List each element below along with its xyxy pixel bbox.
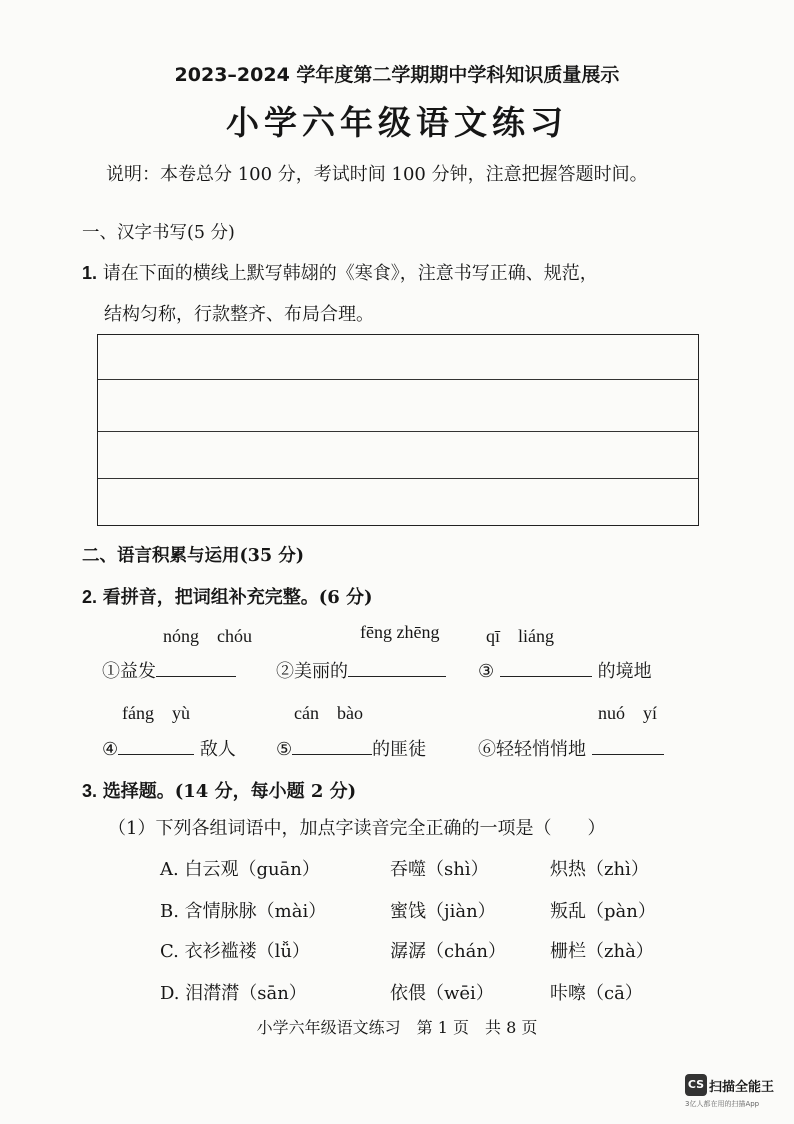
question-text: 看拼音，把词组补充完整。(6 分) [102,587,373,608]
option-c-word-1: C. 衣衫褴褛（lǚ） [160,941,310,962]
question-number: 1. [82,263,98,283]
pinyin-2: fēng zhēng [360,622,440,642]
option-b-word-1: B. 含情脉脉（mài） [160,901,327,922]
section-heading-2: 二、语言积累与运用(35 分) [82,546,305,566]
question-text: 选择题。(14 分，每小题 2 分) [102,781,357,802]
option-c-word-2: 潺潺（chán） [390,941,506,962]
writing-line [98,431,698,432]
fill-item-4 [102,735,236,761]
pinyin-1: nóng chóu [163,626,252,646]
question-1-line2: 结构匀称，行款整齐、布局合理。 [104,304,374,325]
scanner-watermark [685,1074,794,1109]
fill-item-2 [276,657,446,683]
option-a-word-2: 吞噬（shì） [390,859,489,880]
fill-label: ③ [478,661,495,682]
page-title: 小学六年级语文练习 [226,103,568,142]
fill-label: ⑥轻轻悄悄地 [478,739,586,760]
fill-label: 的境地 [597,661,652,682]
exam-subtitle: 2023–2024 学年度第二学期期中学科知识质量展示 [174,64,620,86]
fill-item-1 [102,657,236,683]
option-a-word-1: A. 白云观（guān） [160,859,320,880]
fill-label: ①益发 [102,661,156,682]
question-number: 3. [82,781,98,801]
fill-item-5 [276,735,426,761]
option-d-word-2: 依偎（wēi） [390,983,494,1004]
writing-line [98,478,698,479]
answer-blank[interactable] [348,658,446,677]
option-b-word-3: 叛乱（pàn） [550,901,656,922]
fill-label: ②美丽的 [276,661,348,682]
fill-label: 敌人 [199,739,236,760]
page-footer: 小学六年级语文练习 第 1 页 共 8 页 [256,1018,538,1037]
section-heading-1: 一、汉字书写(5 分) [82,223,235,243]
fill-item-6 [478,735,664,761]
question-2 [82,583,373,609]
fill-label: ④ [102,739,119,760]
option-a-word-3: 炽热（zhì） [550,859,649,880]
sub-question-1: （1）下列各组词语中，加点字读音完全正确的一项是（ ） [108,818,606,839]
answer-blank[interactable] [156,658,236,677]
fill-item-3 [478,657,652,683]
instructions: 说明：本卷总分 100 分，考试时间 100 分钟，注意把握答题时间。 [106,164,648,185]
writing-line [98,379,698,380]
question-3 [82,777,356,803]
question-text: 请在下面的横线上默写韩翃的《寒食》，注意书写正确、规范， [102,263,598,284]
pinyin-3: qī liáng [486,626,554,646]
fill-label: 的匪徒 [372,739,427,760]
question-number: 2. [82,587,98,607]
camscanner-icon: CS [685,1074,707,1096]
option-c-word-3: 栅栏（zhà） [550,941,654,962]
pinyin-6: nuó yí [598,703,658,723]
pinyin-4: fáng yù [122,703,190,723]
writing-box[interactable] [97,334,699,526]
answer-blank[interactable] [500,658,592,677]
answer-blank[interactable] [592,736,664,755]
pinyin-5: cán bào [294,703,363,723]
option-d-word-3: 咔嚓（cā） [550,983,643,1004]
option-b-prefix: 蜜 [390,901,408,922]
option-b-rest: 饯（jiàn） [408,901,496,922]
watermark-label: 扫描全能王 [709,1079,775,1095]
watermark-subtext: 3亿人都在用的扫描App [685,1100,760,1108]
answer-blank[interactable] [118,736,194,755]
fill-label: ⑤ [276,739,293,760]
question-1 [82,259,598,285]
option-b-word-2 [390,897,496,923]
answer-blank[interactable] [292,736,372,755]
option-d-word-1: D. 泪潸潸（sān） [160,983,307,1004]
